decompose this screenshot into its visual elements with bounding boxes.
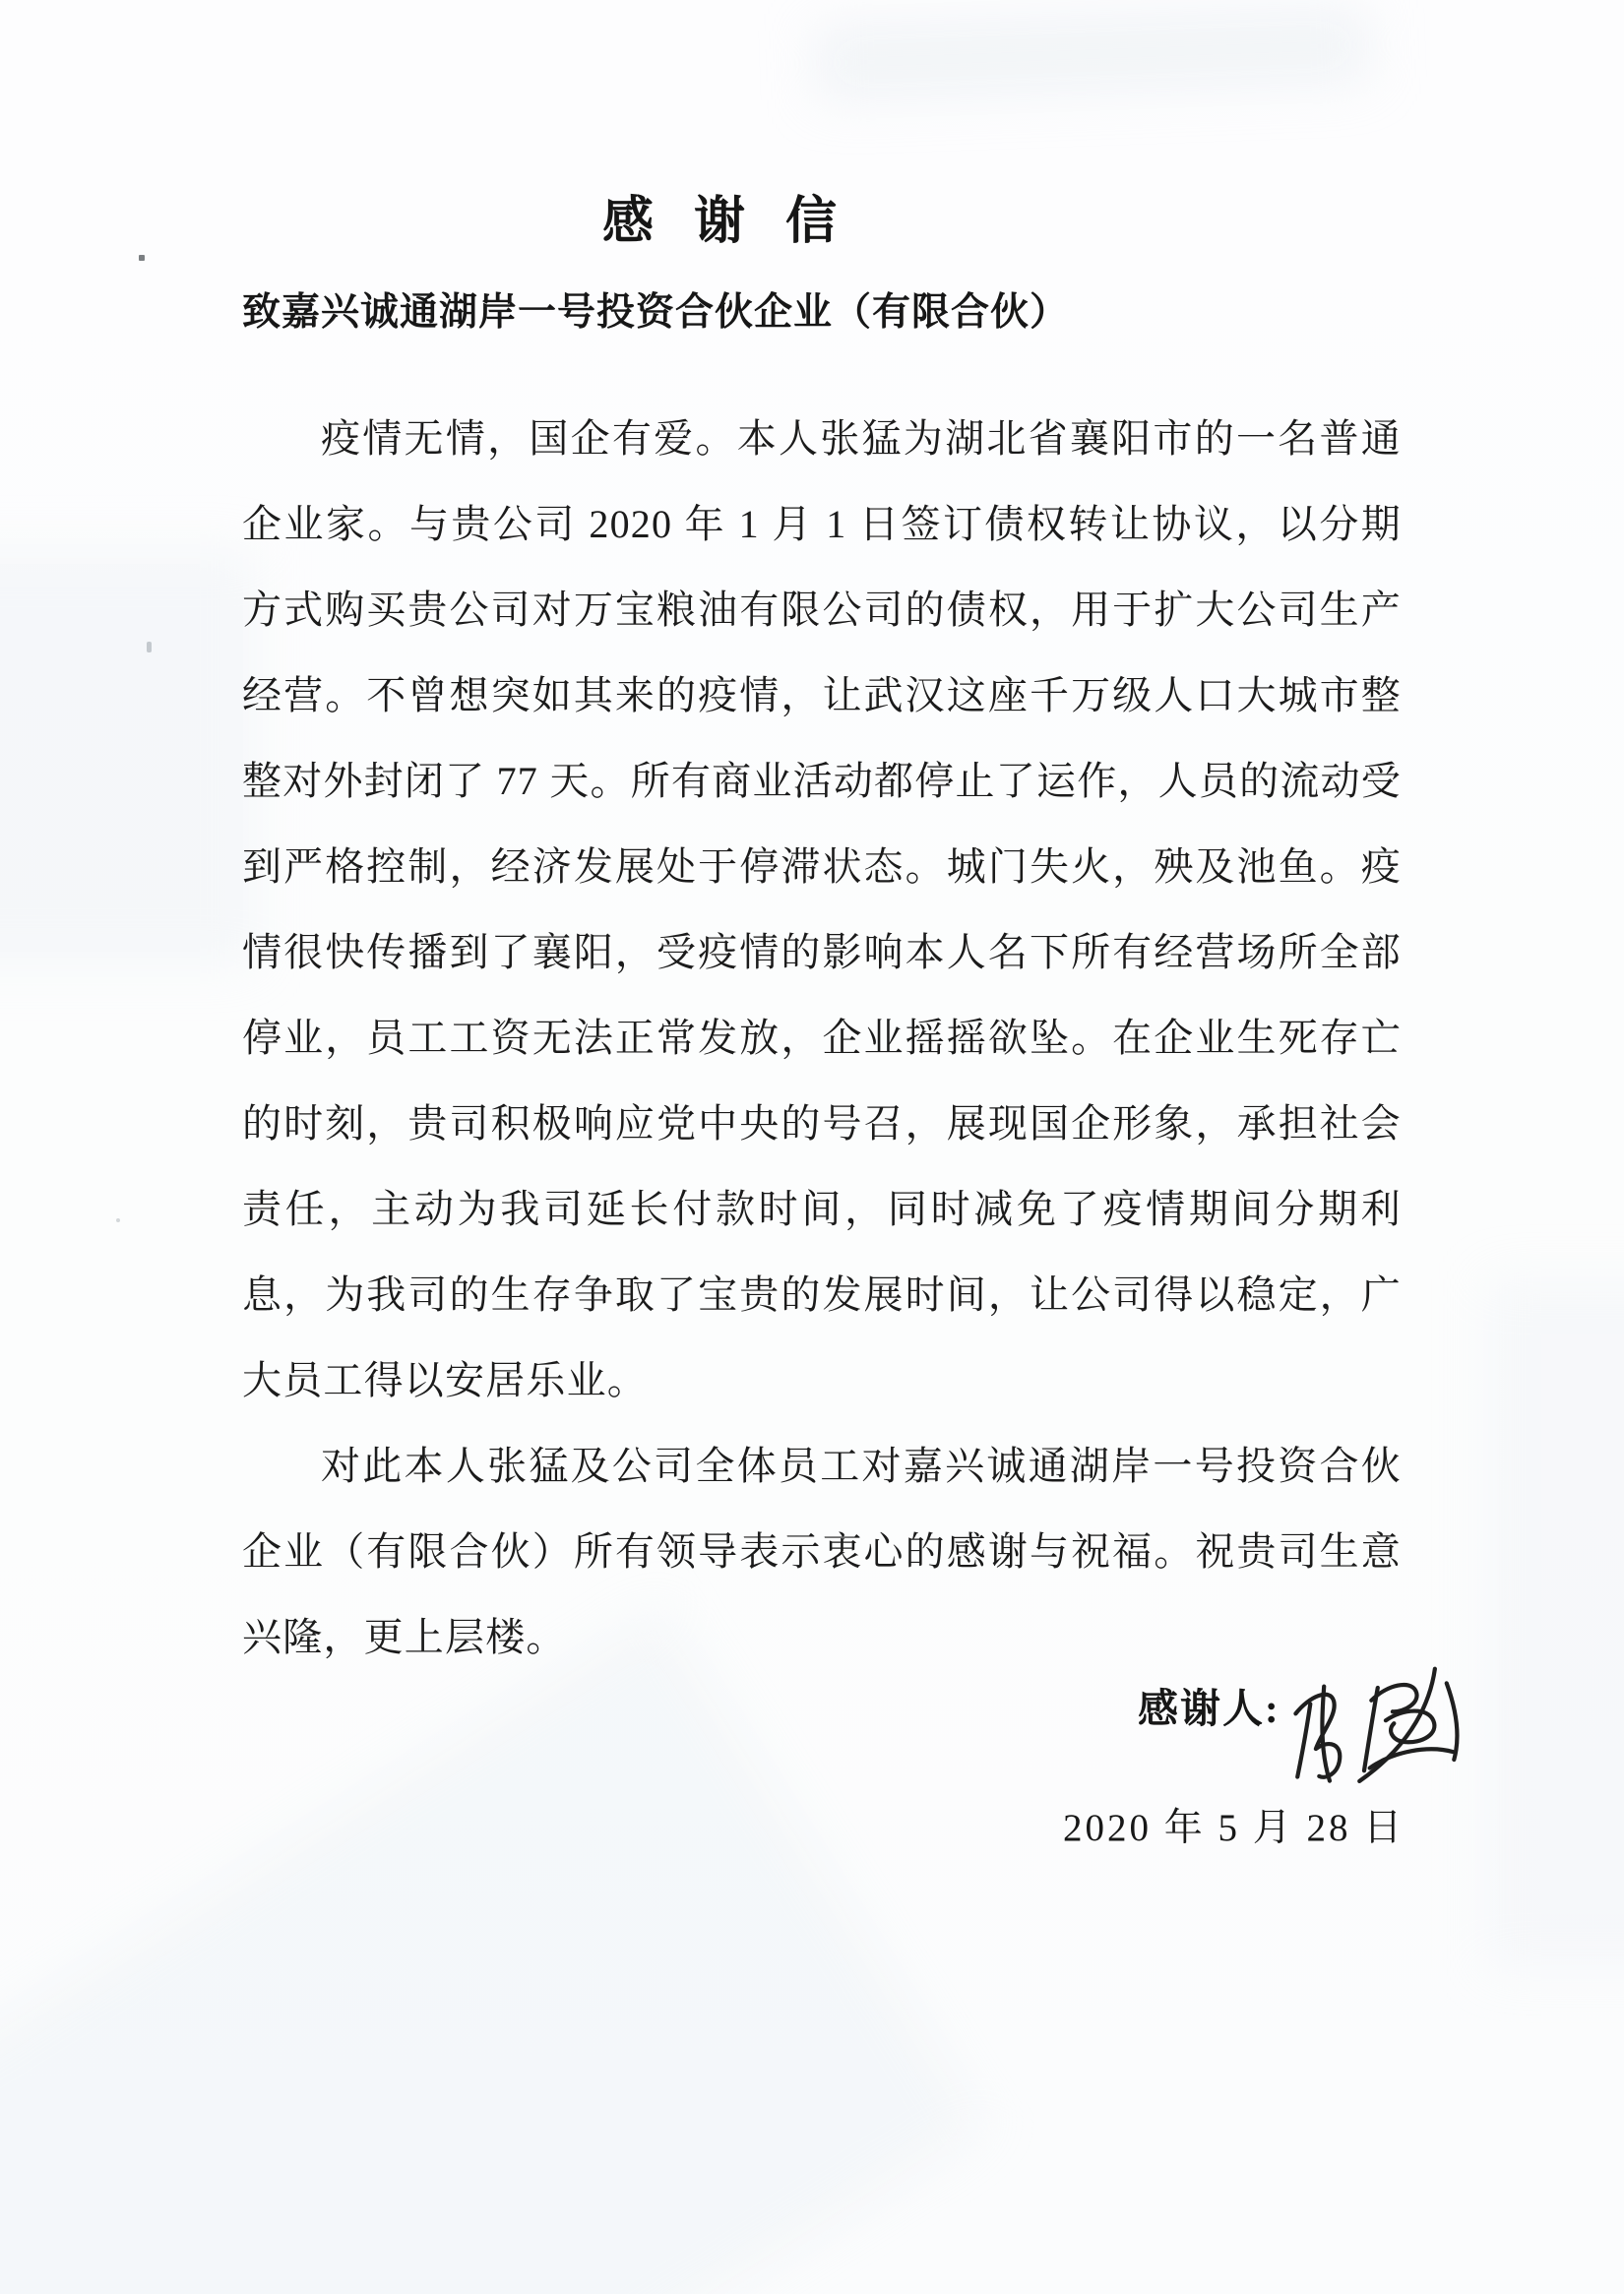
scan-artifact xyxy=(147,642,152,652)
letter-salutation: 致嘉兴诚通湖岸一号投资合伙企业（有限合伙） xyxy=(242,291,1070,334)
scan-artifact xyxy=(116,1218,120,1222)
scan-smudge xyxy=(0,551,256,964)
scan-smudge xyxy=(0,1610,985,2294)
scan-artifact xyxy=(139,255,145,261)
signature-block xyxy=(1138,1679,1491,1793)
letter-title: 感 谢 信 xyxy=(602,194,851,250)
letter-date: 2020 年 5 月 28 日 xyxy=(1063,1807,1405,1849)
letter-paragraph-1: 疫情无情，国企有爱。本人张猛为湖北省襄阳市的一名普通企业家。与贵公司 2020 年 1 月 1 日签订债权转让协议，以分期方式购买贵公司对万宝粮油有限公司的债权，用于扩大公司生产经营。不曾想突如其来的疫情，让武汉这座千万级人口大城市整整对外封闭了 77 天。所有商业活动都停止了运作，人员的流动受到严格控制，经济发展处于停滞状态。城门失火，殃及池鱼。疫情很快传播到了襄阳，受疫情的影响本人名下所有经营场所全部停业，员工工资无法正常发放，企业摇摇欲坠。在企业生死存亡的时刻，贵司积极响应党中央的号召，展现国企形象，承担社会责任，主动为我司延长付款时间，同时减免了疫情期间分期利息，为我司的生存争取了宝贵的发展时间，让公司得以稳定，广大员工得以安居乐业。 xyxy=(242,416,1402,1402)
handwritten-signature-zhang-meng xyxy=(1278,1653,1498,1806)
letter-paragraph-2: 对此本人张猛及公司全体员工对嘉兴诚通湖岸一号投资合伙企业（有限合伙）所有领导表示衷心的感谢与祝福。祝贵司生意兴隆，更上层楼。 xyxy=(242,1444,1402,1659)
letter-body xyxy=(242,396,1402,1680)
scan-smudge xyxy=(1486,1279,1624,1968)
scan-smudge xyxy=(816,10,1369,98)
signature-label: 感谢人: xyxy=(1138,1686,1280,1731)
